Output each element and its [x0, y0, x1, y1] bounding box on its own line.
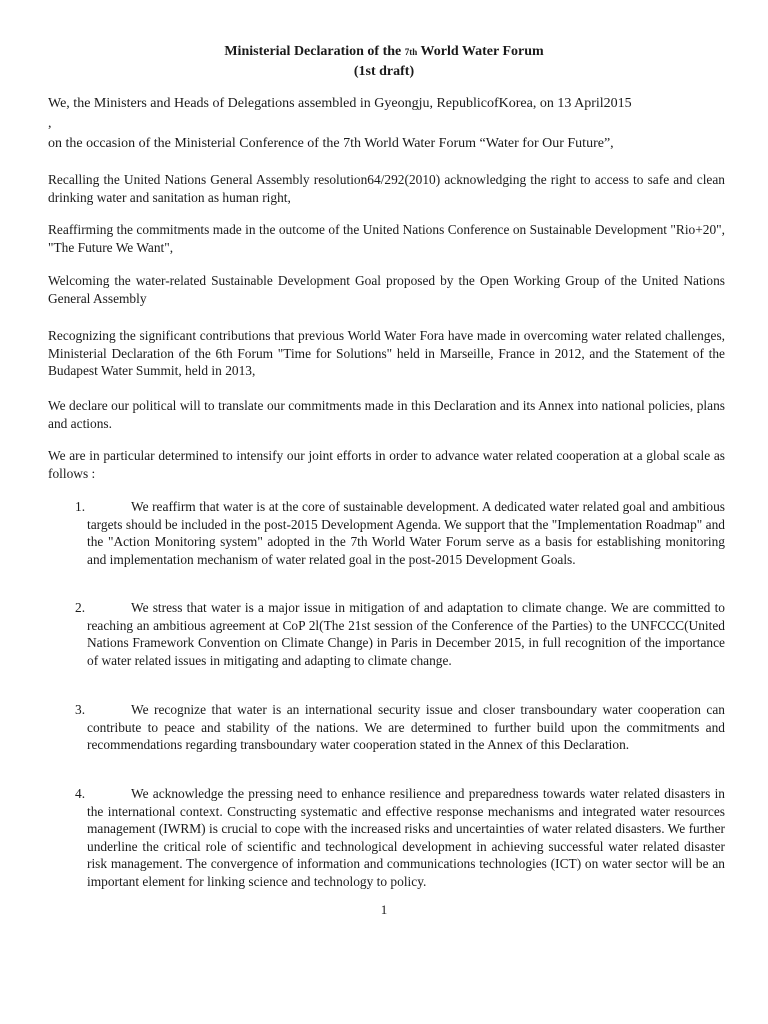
list-item-text: We stress that water is a major issue in mitigation of and adaptation to climate change. We are committed to reaching an ambitious agreement at CoP 2l(The 21st session of the Conference of the Parties) to the UNFCCC(United Nations Framework Convention on Climate Change) in Paris in December 2015, in full recognition of the importance of water related issues in mitigating and adapting to climate change.	[87, 600, 725, 668]
list-item-number: 2.	[75, 600, 86, 615]
paragraph-recognizing: Recognizing the significant contributions that previous World Water Fora have made in overcoming water related challenges, Ministerial Declaration of the 6th Forum "Time for Solutions" held in Marseille, France in 2012, and the Statement of the Budapest Water Summit, held in 2013,	[48, 328, 725, 378]
document-title	[0, 42, 768, 82]
paragraph-welcoming: Welcoming the water-related Sustainable Development Goal proposed by the Open Working Group of the United Nations General Assembly	[48, 273, 725, 306]
paragraph-declare: We declare our political will to translate our commitments made in this Declaration and its Annex into national policies, plans and actions.	[48, 398, 725, 431]
list-item-text: We reaffirm that water is at the core of sustainable development. A dedicated water related goal and ambitious targets should be included in the post-2015 Development Agenda. We support that the "Implementation Roadmap" and the "Action Monitoring system" adopted in the 7th World Water Forum serve as a basis for establishing monitoring and implementation mechanism of water related goal in the post-2015 Development Goals.	[87, 499, 725, 567]
title-line-1: Ministerial Declaration of the 7th World Water Forum	[224, 44, 544, 59]
paragraph-reaffirming: Reaffirming the commitments made in the outcome of the United Nations Conference on Sustainable Development "Rio+20", "The Future We Want",	[48, 222, 725, 255]
intro-line-3: on the occasion of the Ministerial Conference of the 7th World Water Forum “Water for Our Future”,	[48, 136, 614, 151]
intro-line-1: We, the Ministers and Heads of Delegations assembled in Gyeongju, RepublicofKorea, on 13 April2015	[48, 96, 632, 111]
list-item-text: We recognize that water is an international security issue and closer transboundary water cooperation can contribute to peace and stability of the nations. We are determined to further build upon the commitments and recommendations regarding transboundary water cooperation stated in the Annex of this Declaration.	[87, 702, 725, 752]
paragraph-recalling: Recalling the United Nations General Assembly resolution64/292(2010) acknowledging the right to access to safe and clean drinking water and sanitation as human right,	[48, 172, 725, 205]
list-item-number: 1.	[75, 499, 86, 514]
intro-line-2: ,	[48, 116, 52, 131]
title-superscript: 7th	[404, 47, 418, 57]
list-item-number: 3.	[75, 702, 86, 717]
title-line-2: (1st draft)	[353, 64, 415, 79]
page-number: 1	[380, 902, 388, 917]
paragraph-determined: We are in particular determined to intensify our joint efforts in order to advance water related cooperation at a global scale as follows :	[48, 448, 725, 481]
list-item-text: We acknowledge the pressing need to enhance resilience and preparedness towards water related disasters in the international context. Constructing systematic and effective response mechanisms and integrated water resources management (IWRM) is crucial to cope with the increased risks and uncertainties of water related disasters. We further underline the critical role of scientific and technological development in achieving successful water related disaster risk management. The convergence of information and communications technologies (ICT) on water sector will be an important element for linking science and technology to policy.	[87, 786, 725, 889]
list-item-number: 4.	[75, 786, 86, 801]
